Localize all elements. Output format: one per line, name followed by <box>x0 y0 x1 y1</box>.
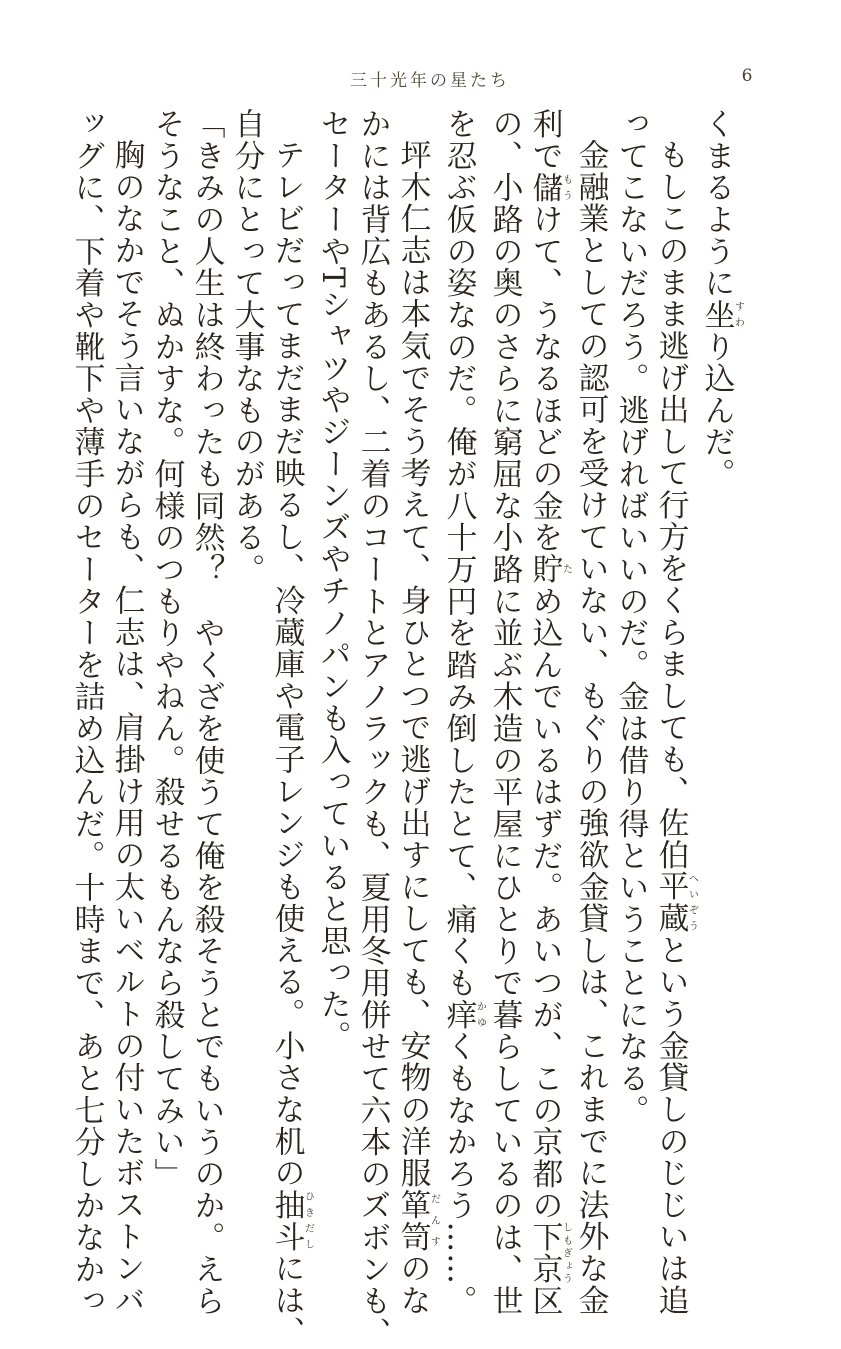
text-line: の、小路の奥のさらに窮屈な小路に並ぶ木造の平屋にひとりで暮らしているのは、世 <box>487 108 523 1317</box>
text-line: もしこのまま逃げ出して行方をくらましても、佐伯平蔵へいぞうという金貸しのじじいは追 <box>653 138 698 1316</box>
furigana: すわ <box>732 298 744 331</box>
ruby-annotated-word: 箪笥だんす <box>395 1188 440 1253</box>
ruby-annotated-word: 儲もう <box>527 171 572 204</box>
furigana: た <box>560 553 572 586</box>
furigana: だんす <box>428 1188 440 1253</box>
running-title: 三十光年の星たち <box>350 71 510 91</box>
text-line: ってこないだろう。逃げればいいのだ。金は借り得ということになる。 <box>613 108 649 1126</box>
text-line: くまるように坐すわり込んだ。 <box>699 108 744 490</box>
text-line: 金融業としての認可を受けていない、もぐりの強欲金貸しは、これまでに法外な金 <box>573 138 609 1316</box>
text-line: 利で儲もうけて、うなるほどの金を貯ため込んでいるはずだ。あいつが、この京都の下京しもぎょう区 <box>527 108 572 1317</box>
furigana: へいぞう <box>686 870 698 935</box>
page-number: 6 <box>741 66 753 86</box>
text-line: 自分にとって大事なものがある。 <box>229 108 265 586</box>
text-line: かには背広もあるし、二着のコートとアノラックも、夏用冬用併せて六本のズボンも、 <box>355 108 391 1349</box>
ruby-annotated-word: 平蔵へいぞう <box>653 870 698 935</box>
ruby-annotated-word: 貯た <box>527 553 572 586</box>
text-line: 「きみの人生は終わったも同然？ やくざを使うて俺を殺そうとでもいうのか。えら <box>189 108 225 1317</box>
text-line: 坪木仁志は本気でそう考えて、身ひとつで逃げ出すにしても、安物の洋服箪笥だんすのな <box>395 138 440 1316</box>
furigana: ひきだし <box>302 1188 314 1253</box>
text-line: を忍ぶ仮の姿なのだ。俺が八十万円を踏み倒したとて、痛くも痒かゆくもなかろう……。 <box>441 108 486 1317</box>
furigana: しもぎょう <box>560 1221 572 1286</box>
ruby-annotated-word: 下京しもぎょう <box>527 1221 572 1286</box>
furigana: もう <box>560 171 572 204</box>
furigana: かゆ <box>474 998 486 1031</box>
ruby-annotated-word: 坐すわ <box>699 298 744 331</box>
text-line: ッグに、下着や靴下や薄手のセーターを詰め込んだ。十時まで、あと七分しかなかっ <box>69 108 105 1317</box>
ruby-annotated-word: 痒かゆ <box>441 998 486 1031</box>
ruby-annotated-word: 抽斗ひきだし <box>269 1188 314 1253</box>
text-line: そうなこと、ぬかすな。何様のつもりやねん。殺せるもんなら殺してみい」 <box>149 108 185 1190</box>
text-line: テレビだってまだまだ映るし、冷蔵庫や電子レンジも使える。小さな机の抽斗ひきだしには、 <box>269 138 314 1348</box>
text-line: セーターやTシャツやジーンズやチノパンも入っていると思った。 <box>315 108 351 1053</box>
text-line: 胸のなかでそう言いながらも、仁志は、肩掛け用の太いベルトの付いたボストンバ <box>109 138 145 1316</box>
body-text <box>69 108 744 1349</box>
